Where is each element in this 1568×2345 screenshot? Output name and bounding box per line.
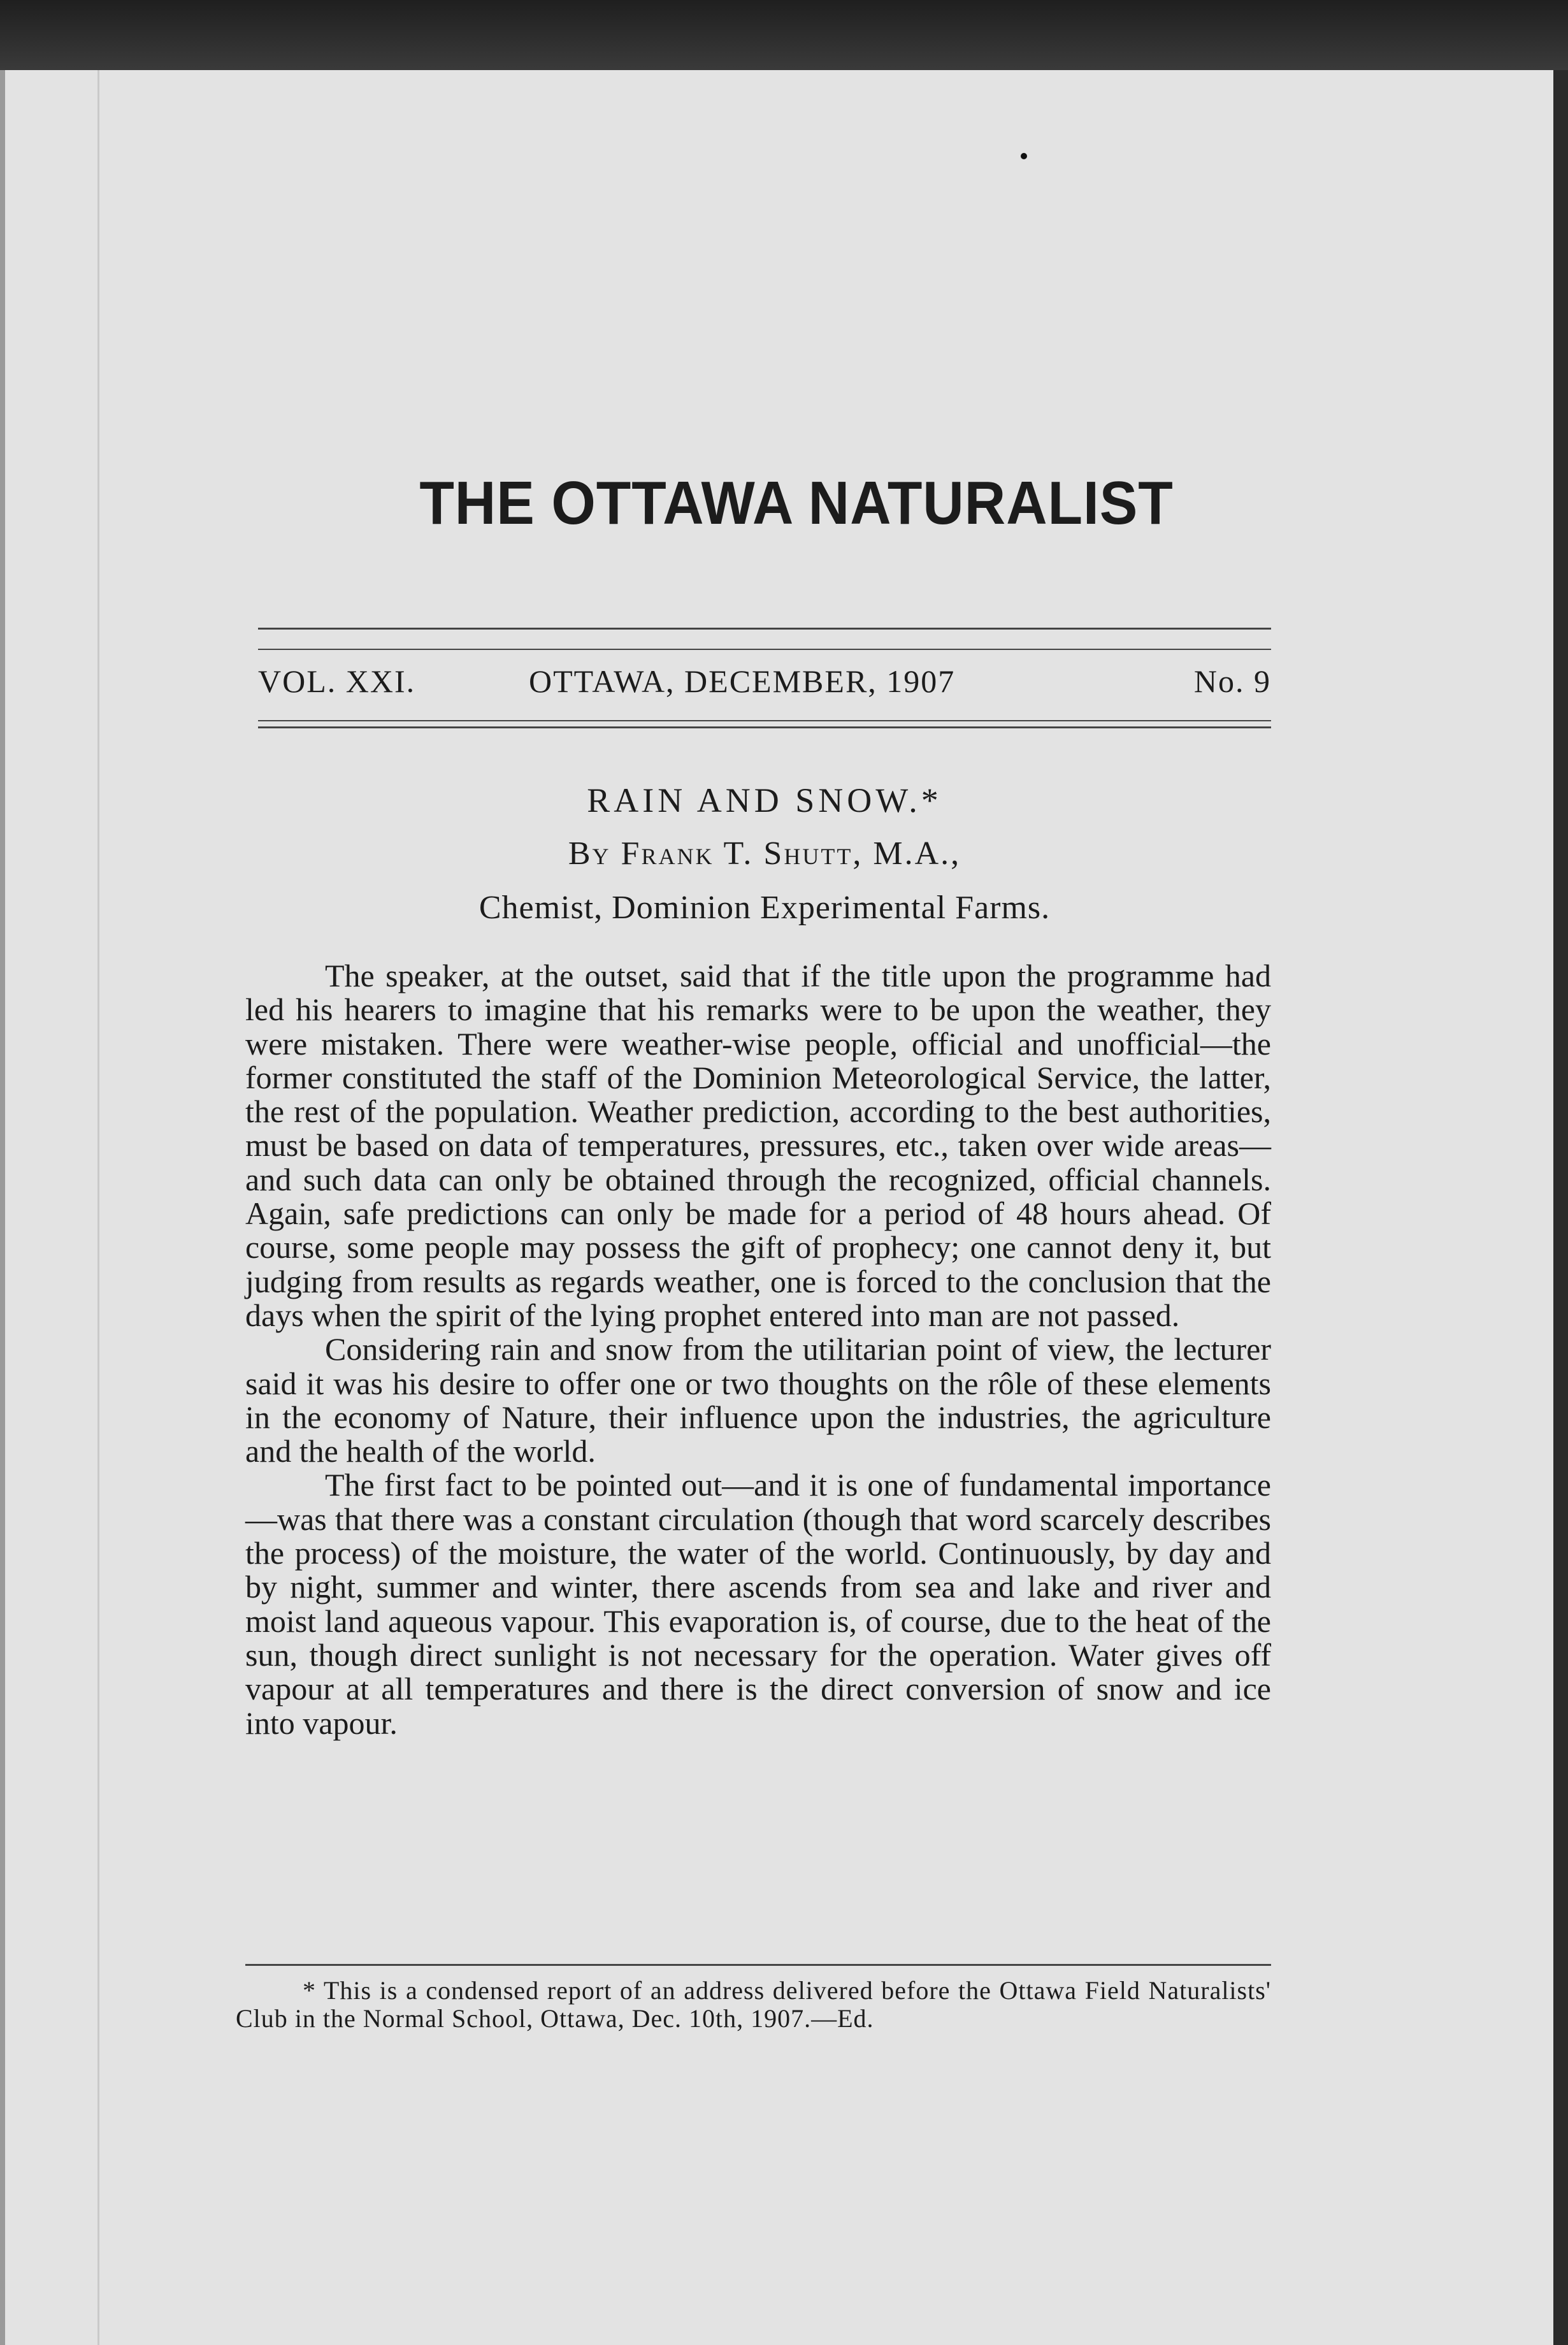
masthead-rule-top [258,628,1271,630]
paragraph: Considering rain and snow from the utilitarian point of view, the lecturer said it was his desire to offer one or two thoughts on the rôle of these elements in the economy of Nature, their influence upon the industries, the agriculture and the health of the world. [245,1331,1271,1469]
scan-top-band [0,0,1568,70]
paragraph: The speaker, at the outset, said that if the title upon the programme had led his hearers to imagine that his remarks were to be upon the weather, they were mistaken. There were weather-wise people, official and unofficial—the former constituted the staff of the Dominion Meteorological Service, the latter, the rest of the population. Weather prediction, according to the best authorities, must be based on data of temperatures, pressures, etc., taken over wide areas—and such data can only be obtained through the recognized, official channels. Again, safe predictions can only be made for a period of 48 hours ahead. Of course, some people may possess the gift of prophecy; one cannot deny it, but judging from results as regards weather, one is forced to the conclusion that the days when the spirit of the lying prophet entered into man are not passed. [245,958,1271,1333]
article-title: RAIN AND SNOW.* [587,781,942,819]
page-fold-line [97,70,99,2345]
article-body [245,959,1271,1740]
footnote-rule [245,1964,1271,1966]
footnote [236,1977,1271,2033]
issue-line [258,656,1271,714]
author-affiliation: Chemist, Dominion Experimental Farms. [478,890,1051,926]
masthead-rule-bottom-thin [258,720,1271,721]
paragraph: The first fact to be pointed out—and it is one of fundamental importance—was that there was a constant circulation (though that word scarcely describes the process) of the moisture, the water of the world. Continuously, by day and by night, summer and winter, there ascends from sea and lake and river and moist land aqueous vapour. This evaporation is, of course, due to the heat of the sun, though direct sunlight is not necessary for the operation. Water gives off vapour at all temperatures and there is the direct conversion of snow and ice into vapour. [245,1467,1271,1741]
dateline: OTTAWA, DECEMBER, 1907 [529,663,956,699]
masthead-rule-top-thin [258,649,1271,650]
volume-label: VOL. XXI. [258,663,416,699]
article-byline: By Frank T. Shutt, M.A., [568,835,961,872]
issue-number: No. 9 [1193,663,1271,699]
masthead-rule-bottom [258,726,1271,728]
footnote-text: * This is a condensed report of an address delivered before the Ottawa Field Naturalists' Club in the Normal School, Ottawa, Dec. 10th, 1907.—Ed. [236,1976,1271,2033]
journal-title: THE OTTAWA NATURALIST [419,469,1174,537]
ink-speck [1021,153,1027,159]
